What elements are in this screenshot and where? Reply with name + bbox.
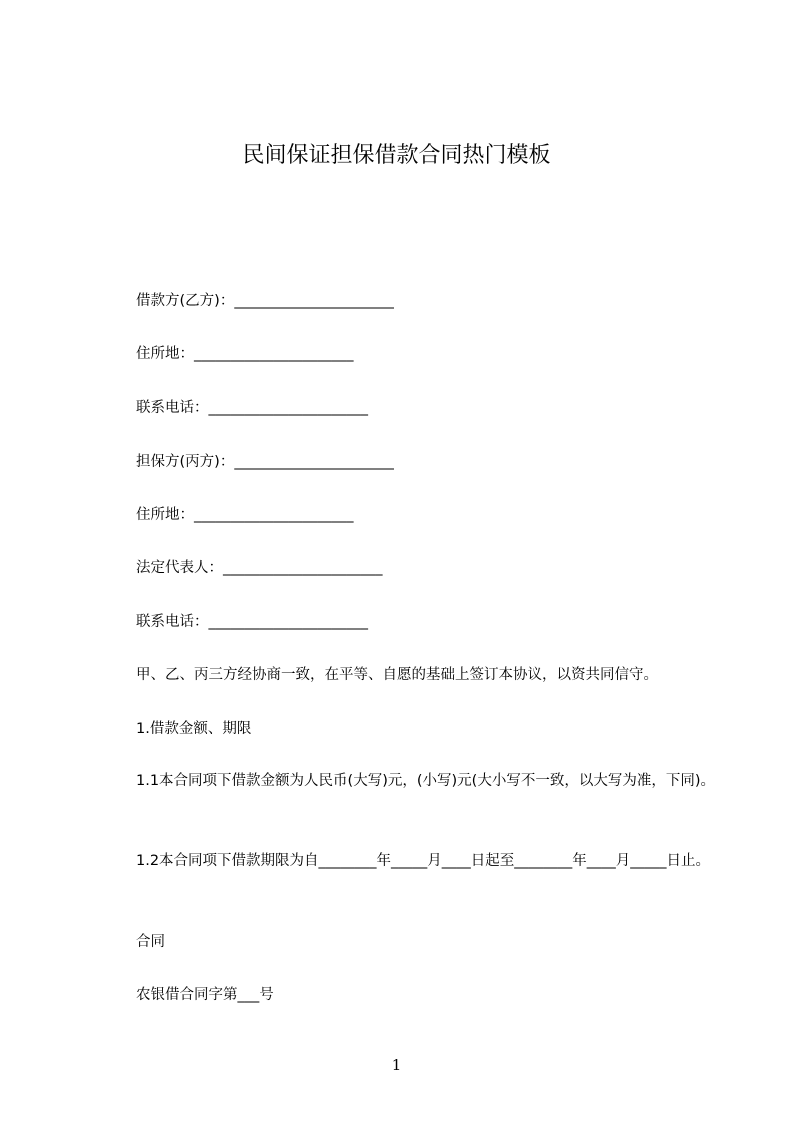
contract-number: 农银借合同字第___号: [136, 987, 274, 1003]
legal-representative-field: 法定代表人：______________________: [136, 560, 383, 576]
borrower-phone-field: 联系电话：______________________: [136, 400, 368, 416]
guarantor-field: 担保方(丙方)：______________________: [136, 454, 394, 470]
borrower-field: 借款方(乙方)：______________________: [136, 293, 394, 309]
section-heading-loan-amount-term: 1.借款金额、期限: [136, 721, 252, 737]
contract-label: 合同: [136, 934, 165, 950]
guarantor-phone-field: 联系电话：______________________: [136, 614, 368, 630]
borrower-address-field: 住所地：______________________: [136, 346, 354, 362]
clause-1-2: 1.2本合同项下借款期限为自________年_____月____日起至________年____月_____日止。: [136, 853, 711, 869]
page-number: 1: [391, 1056, 402, 1074]
clause-1-1: 1.1本合同项下借款金额为人民币(大写)元，(小写)元(大小写不一致，以大写为准，下同)。: [136, 773, 715, 789]
document-title: 民间保证担保借款合同热门模板: [242, 143, 551, 168]
agreement-statement: 甲、乙、丙三方经协商一致，在平等、自愿的基础上签订本协议，以资共同信守。: [136, 667, 658, 683]
guarantor-address-field: 住所地：______________________: [136, 507, 354, 523]
